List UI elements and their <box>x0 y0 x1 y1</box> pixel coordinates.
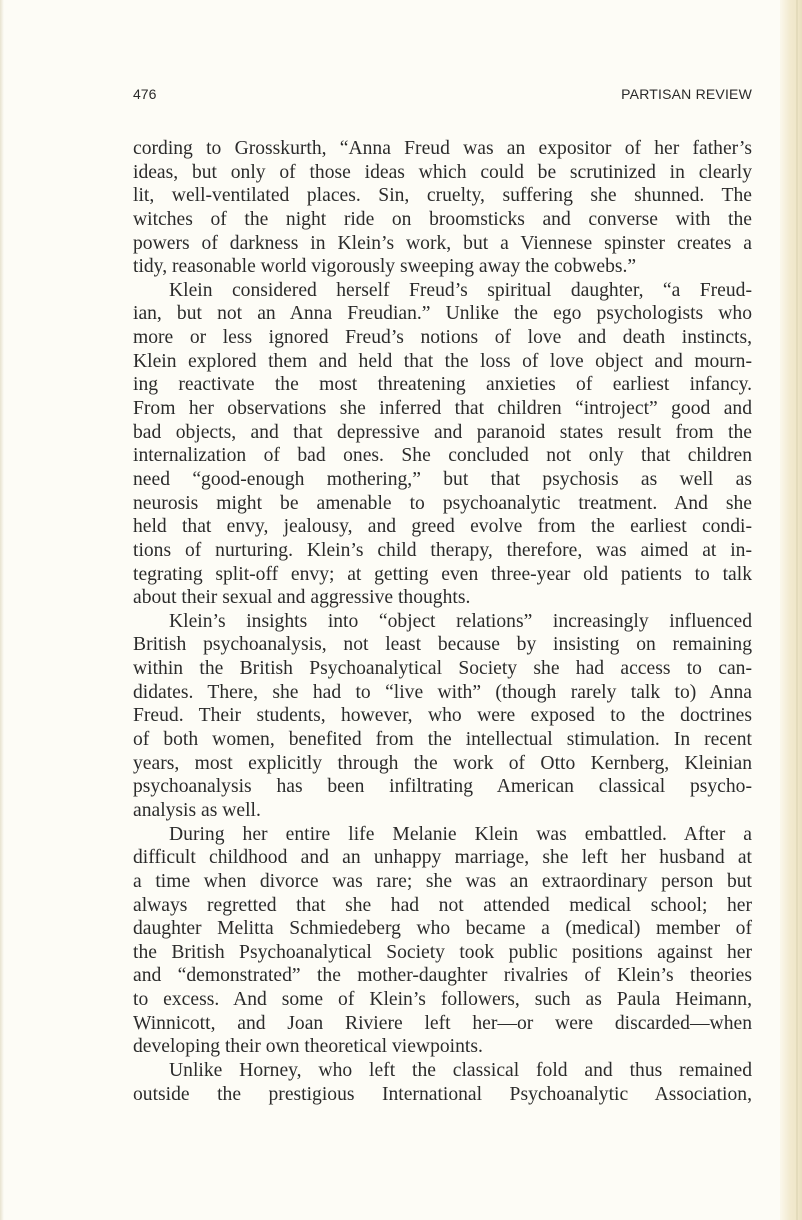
text-line: psychoanalysis has been infiltrating American classical psycho- <box>133 776 752 798</box>
text-line: about their sexual and aggressive thoughts. <box>133 587 471 609</box>
text-line: within the British Psychoanalytical Society she had access to can- <box>133 658 752 680</box>
text-line: powers of darkness in Klein’s work, but a Viennese spinster creates a <box>133 232 752 254</box>
text-line: outside the prestigious International Psychoanalytic Association, <box>133 1083 752 1105</box>
text-line: From her observations she inferred that children “introject” good and <box>133 398 752 420</box>
text-line: difficult childhood and an unhappy marriage, she left her husband at <box>133 847 752 869</box>
text-line: ing reactivate the most threatening anxieties of earliest infancy. <box>133 374 752 396</box>
text-line: tidy, reasonable world vigorously sweeping away the cobwebs.” <box>133 256 637 278</box>
text-line: didates. There, she had to “live with” (though rarely talk to) Anna <box>133 681 752 703</box>
text-line: held that envy, jealousy, and greed evolve from the earliest condi- <box>133 516 752 538</box>
text-line: During her entire life Melanie Klein was embattled. After a <box>169 823 752 845</box>
text-line: Freud. Their students, however, who were exposed to the doctrines <box>133 705 752 727</box>
text-line: British psychoanalysis, not least because by insisting on remaining <box>133 634 752 656</box>
text-line: the British Psychoanalytical Society took public positions against her <box>133 941 752 963</box>
text-line: analysis as well. <box>133 799 261 821</box>
page-binding-edge <box>780 0 802 1220</box>
text-line: a time when divorce was rare; she was an extraordinary person but <box>133 870 752 892</box>
text-line: tions of nurturing. Klein’s child therapy, therefore, was aimed at in- <box>133 539 752 561</box>
running-title: PARTISAN REVIEW <box>621 86 752 102</box>
text-line: of both women, benefited from the intellectual stimulation. In recent <box>133 729 752 751</box>
page-left-edge <box>0 0 4 1220</box>
text-line: internalization of bad ones. She concluded not only that children <box>133 445 752 467</box>
text-line: cording to Grosskurth, “Anna Freud was an expositor of her father’s <box>133 138 752 159</box>
text-line: neurosis might be amenable to psychoanalytic treatment. And she <box>133 492 752 514</box>
text-line: need “good-enough mothering,” but that psychosis as well as <box>133 468 752 490</box>
paragraph <box>133 1059 752 1106</box>
text-line: Unlike Horney, who left the classical fold and thus remained <box>169 1059 752 1081</box>
text-line: ideas, but only of those ideas which could be scrutinized in clearly <box>133 161 752 183</box>
text-line: bad objects, and that depressive and paranoid states result from the <box>133 421 752 443</box>
running-header <box>133 86 752 106</box>
paragraph <box>133 137 752 279</box>
text-line: tegrating split-off envy; at getting even three-year old patients to talk <box>133 563 752 585</box>
text-line: more or less ignored Freud’s notions of love and death instincts, <box>133 327 752 349</box>
text-line: years, most explicitly through the work of Otto Kernberg, Kleinian <box>133 752 752 774</box>
paragraph <box>133 823 752 1059</box>
text-line: Klein’s insights into “object relations” increasingly influenced <box>169 610 752 632</box>
text-line: to excess. And some of Klein’s followers, such as Paula Heimann, <box>133 989 752 1011</box>
text-line: witches of the night ride on broomsticks and converse with the <box>133 208 752 230</box>
paragraph <box>133 610 752 823</box>
paragraph <box>133 279 752 610</box>
text-line: and “demonstrated” the mother-daughter rivalries of Klein’s theories <box>133 965 752 987</box>
text-line: lit, well-ventilated places. Sin, cruelty, suffering she shunned. The <box>133 185 752 207</box>
text-line: developing their own theoretical viewpoints. <box>133 1036 483 1058</box>
text-line: always regretted that she had not attended medical school; her <box>133 894 752 916</box>
text-line: Winnicott, and Joan Riviere left her—or were discarded—when <box>133 1012 752 1034</box>
text-line: ian, but not an Anna Freudian.” Unlike the ego psychologists who <box>133 303 752 325</box>
page-edge-shadow <box>796 0 798 1220</box>
text-line: daughter Melitta Schmiedeberg who became a (medical) member of <box>133 918 752 940</box>
text-line: Klein considered herself Freud’s spiritual daughter, “a Freud- <box>169 279 752 301</box>
page-number: 476 <box>133 86 157 102</box>
text-line: Klein explored them and held that the loss of love object and mourn- <box>133 350 752 372</box>
article-body <box>133 137 752 1106</box>
